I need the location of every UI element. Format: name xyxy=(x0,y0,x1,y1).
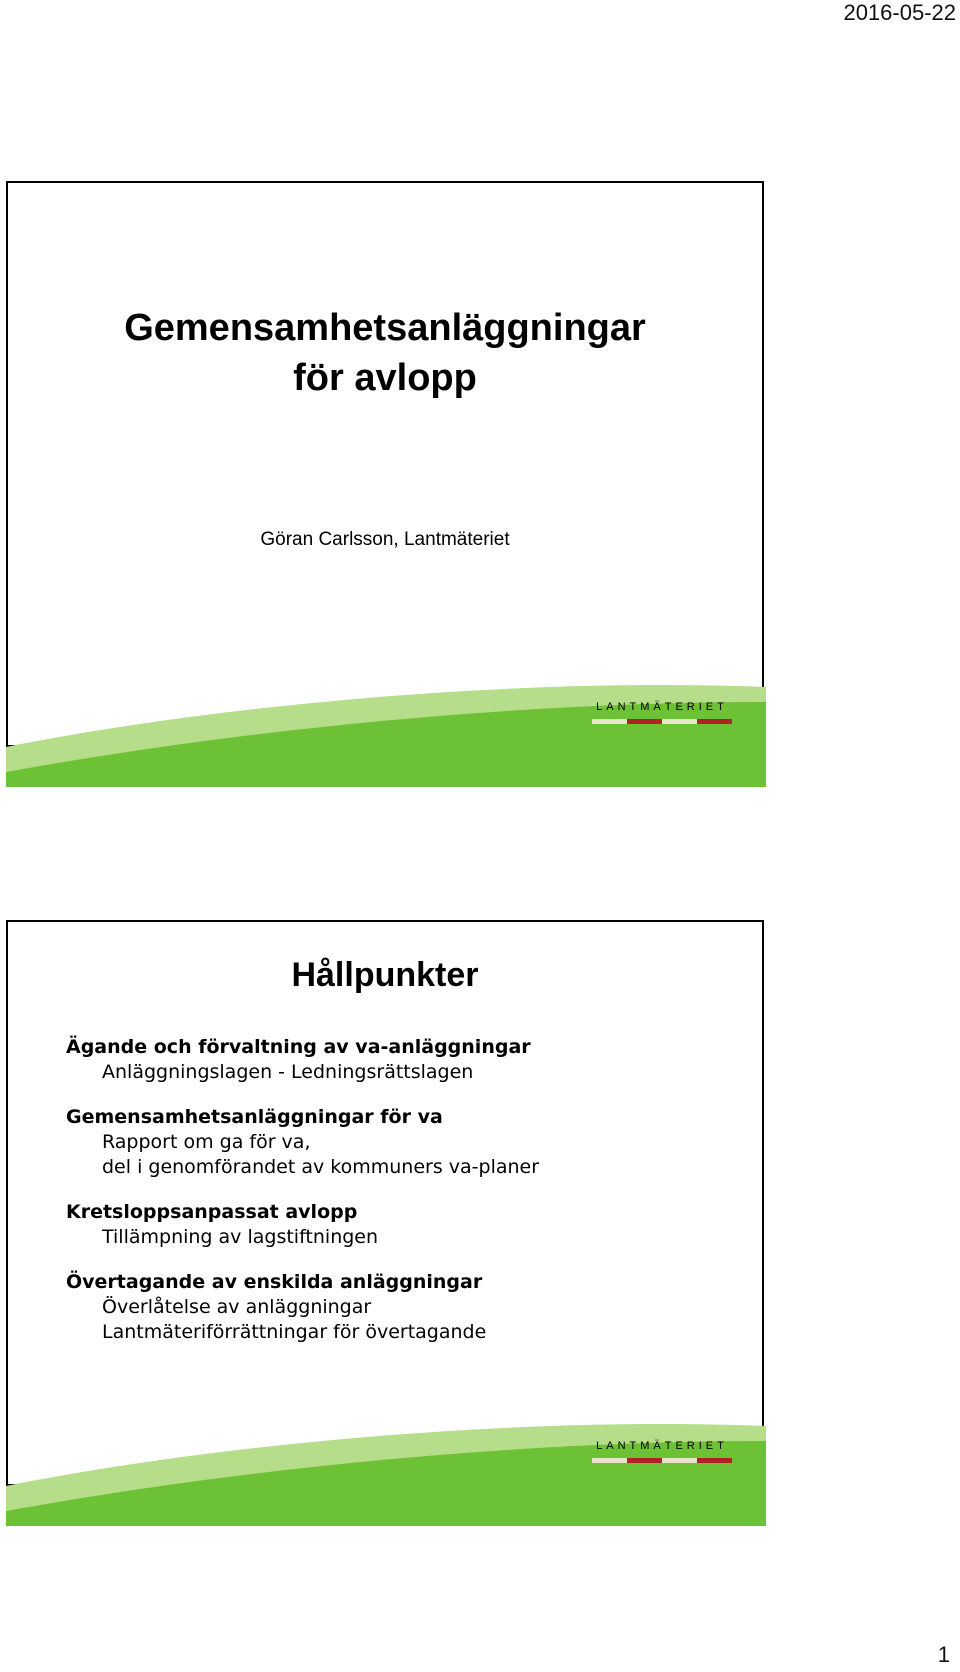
point-heading: Övertagande av enskilda anläggningar xyxy=(66,1271,483,1293)
logo-scale-bar xyxy=(592,1458,732,1463)
point-group xyxy=(66,1035,742,1085)
logo-bar-segment xyxy=(627,719,662,724)
point-subitem: Anläggningslagen - Ledningsrättslagen xyxy=(102,1061,474,1083)
slide-title-heading xyxy=(8,303,762,403)
logo-scale-bar xyxy=(592,719,732,724)
logo-bar-segment xyxy=(592,719,627,724)
point-subitem: Lantmäteriförrättningar för övertagande xyxy=(102,1321,487,1343)
point-group xyxy=(66,1200,742,1250)
logo-text: LANTMÄTERIET xyxy=(596,701,728,713)
logo-bar-segment xyxy=(697,719,732,724)
point-heading: Gemensamhetsanläggningar för va xyxy=(66,1106,443,1128)
logo-bar-segment xyxy=(662,1458,697,1463)
slide-title xyxy=(6,181,764,747)
green-wave-decoration xyxy=(6,677,766,787)
point-group xyxy=(66,1270,742,1345)
point-subitem: Överlåtelse av anläggningar xyxy=(102,1296,372,1318)
title-line-2: för avlopp xyxy=(293,357,477,399)
lantmateriet-logo xyxy=(592,701,732,729)
slide-heading: Hållpunkter xyxy=(291,956,479,994)
lantmateriet-logo xyxy=(592,1440,732,1468)
point-group xyxy=(66,1105,742,1180)
point-subitem: Tillämpning av lagstiftningen xyxy=(102,1226,379,1248)
point-subitem: Rapport om ga för va, xyxy=(102,1131,311,1153)
title-line-1: Gemensamhetsanläggningar xyxy=(124,307,646,349)
key-points-list xyxy=(66,1035,742,1365)
logo-text: LANTMÄTERIET xyxy=(596,1440,728,1452)
green-wave-decoration xyxy=(6,1416,766,1526)
document-date: 2016-05-22 xyxy=(843,0,956,25)
logo-bar-segment xyxy=(627,1458,662,1463)
page-number: 1 xyxy=(937,1642,950,1667)
point-subitem: del i genomförandet av kommuners va-planer xyxy=(102,1156,540,1178)
logo-bar-segment xyxy=(662,719,697,724)
logo-bar-segment xyxy=(697,1458,732,1463)
slide-key-points xyxy=(6,920,764,1486)
point-heading: Ägande och förvaltning av va-anläggningar xyxy=(66,1036,531,1058)
logo-bar-segment xyxy=(592,1458,627,1463)
point-heading: Kretsloppsanpassat avlopp xyxy=(66,1201,358,1223)
presenter-line: Göran Carlsson, Lantmäteriet xyxy=(260,529,510,550)
